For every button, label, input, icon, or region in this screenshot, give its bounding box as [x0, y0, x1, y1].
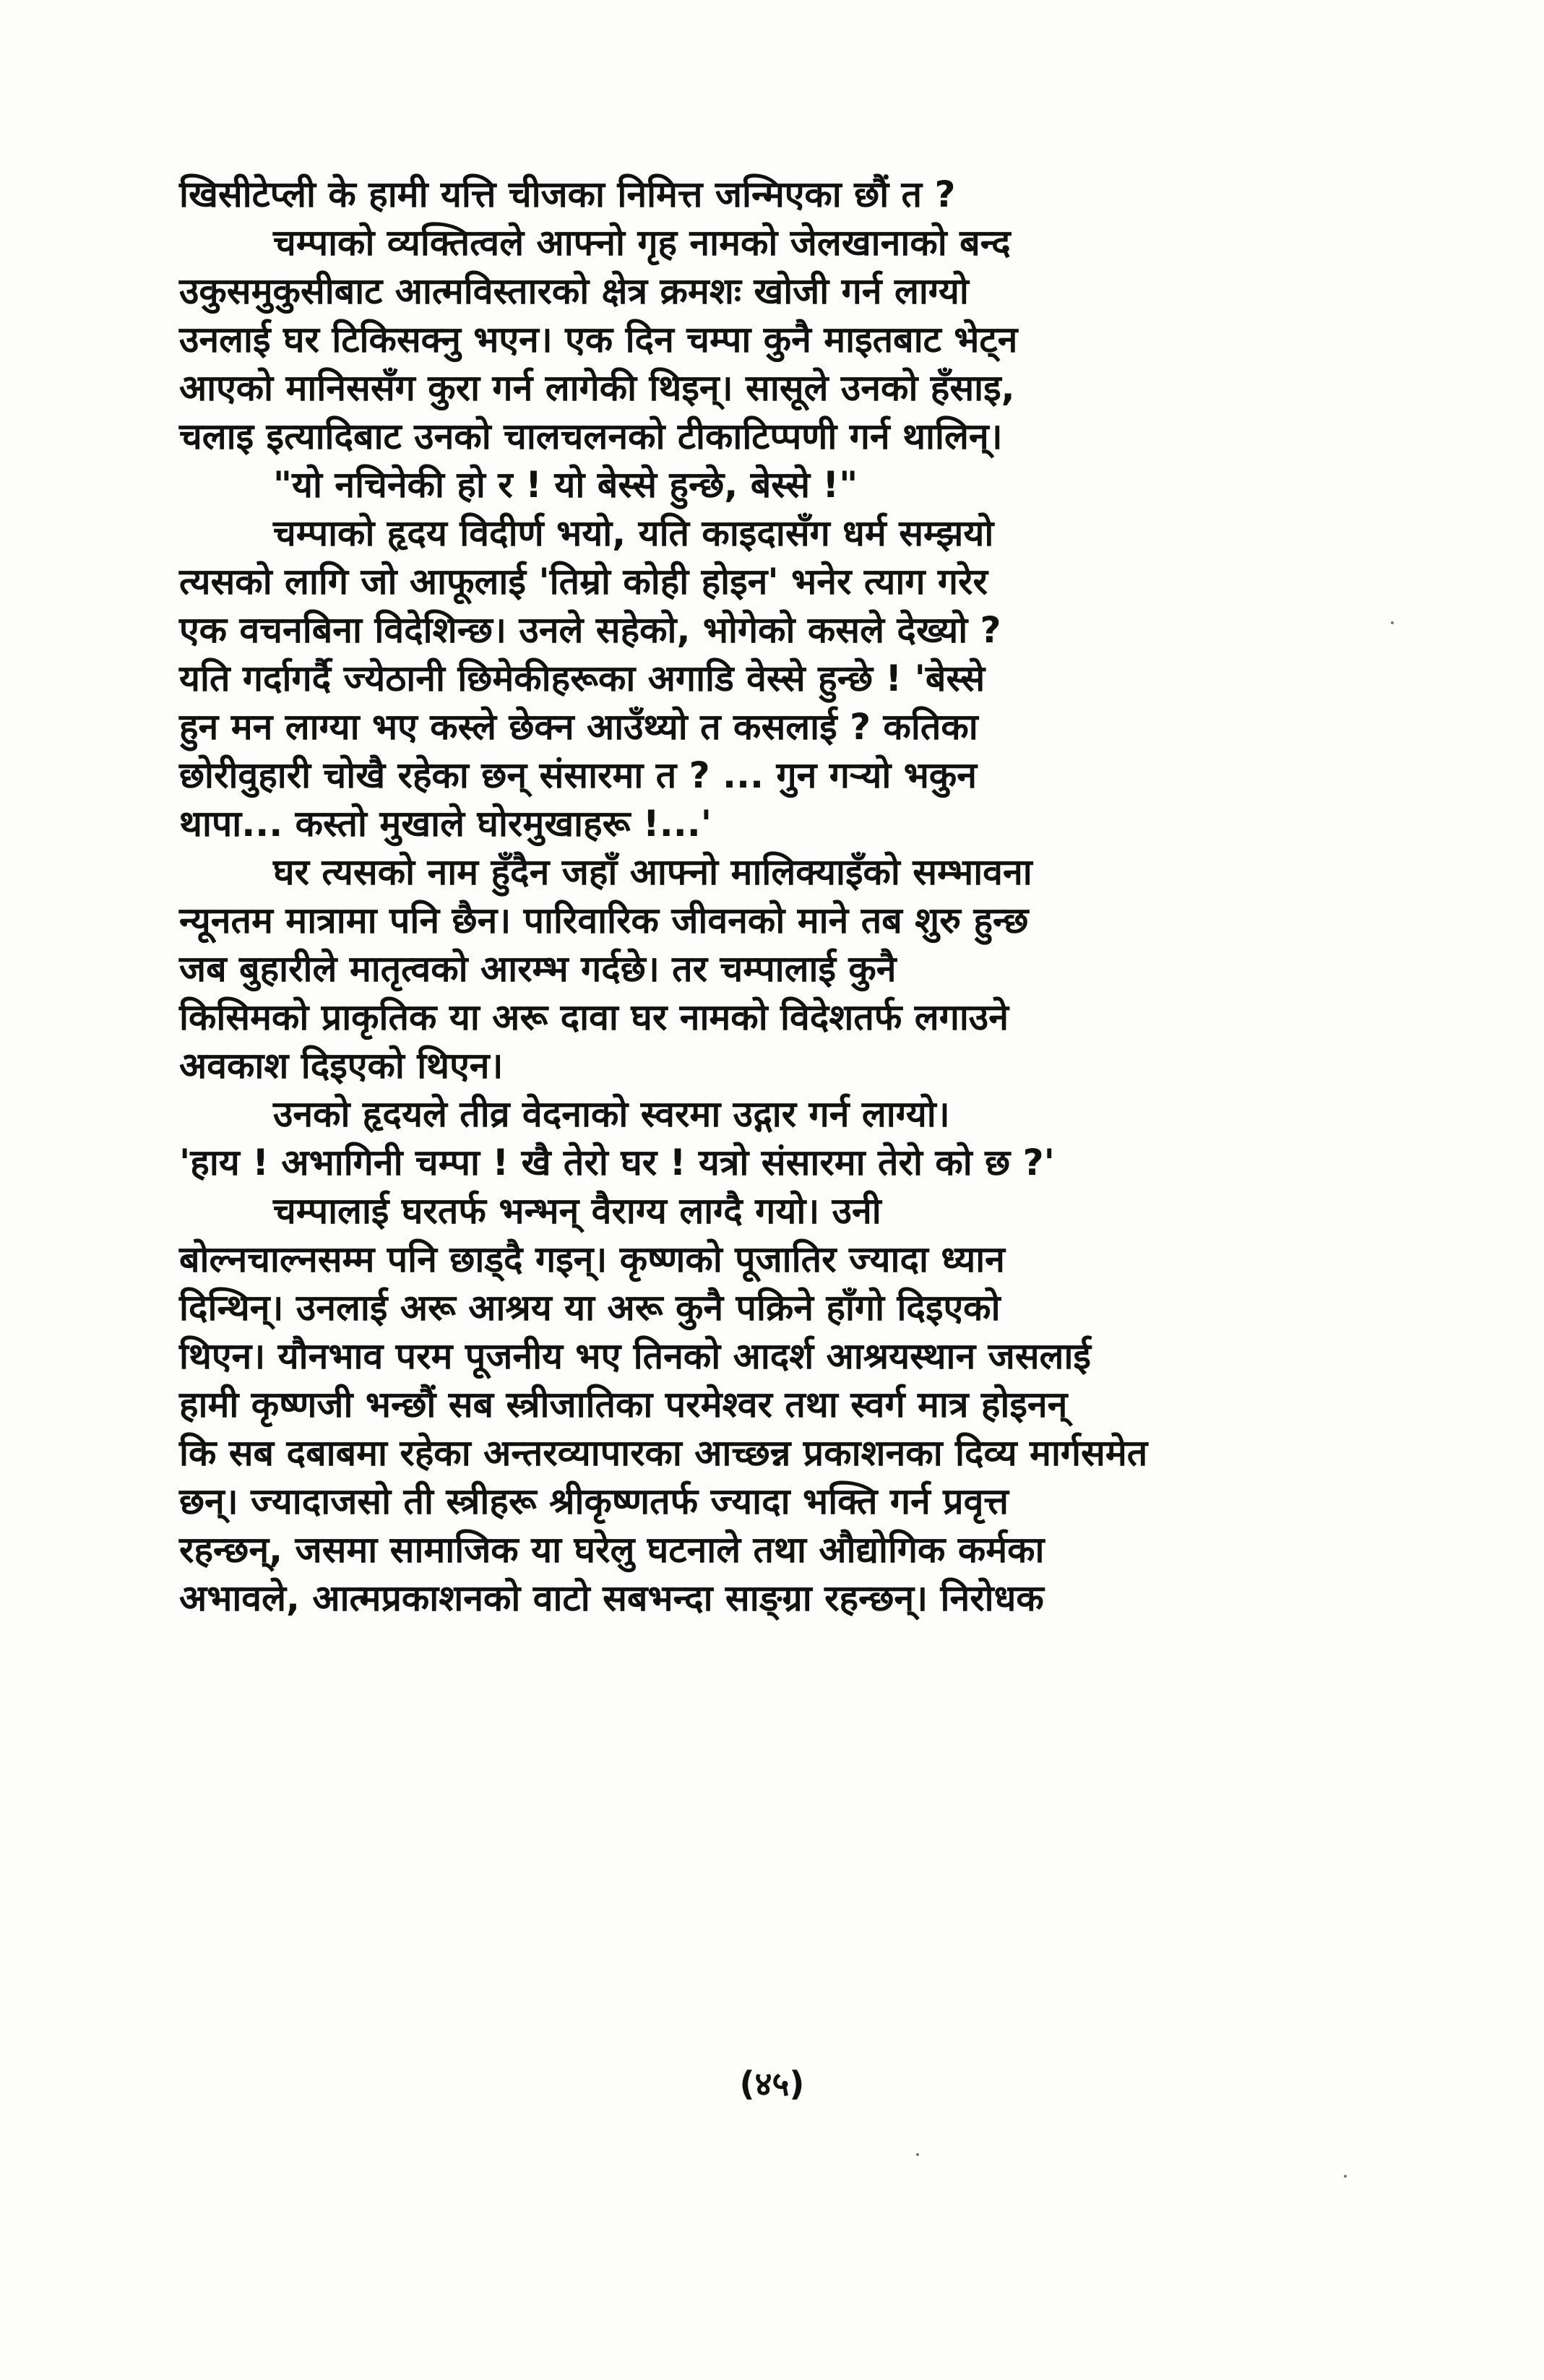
text-line: हुन मन लाग्या भए कस्ले छेक्न आउँथ्यो त कसलाई ? कतिका [179, 706, 978, 748]
page-number: (४५) [739, 2064, 805, 2103]
text-line: चलाइ इत्यादिबाट उनको चालचलनको टीकाटिप्पणी गर्न थालिन्। [179, 415, 1003, 457]
scan-speck [1391, 621, 1394, 624]
text-line: उनको हृदयले तीव्र वेदनाको स्वरमा उद्गार गर्न लाग्यो। [273, 1093, 950, 1135]
text-line: अभावले, आत्मप्रकाशनको वाटो सबभन्दा साङ्ग्रा रहन्छन्। निरोधक [179, 1577, 1044, 1619]
text-line: यति गर्दागर्दै ज्येठानी छिमेकीहरूका अगाडि वेस्से हुन्छे ! 'बेस्से [179, 657, 986, 699]
text-line: चम्पालाई घरतर्फ भन्भन् वैराग्य लाग्दै गयो। उनी [273, 1190, 881, 1232]
scan-speck [916, 2153, 919, 2156]
text-line: 'हाय ! अभागिनी चम्पा ! खै तेरो घर ! यत्रो संसारमा तेरो को छ ?' [179, 1142, 1055, 1183]
text-line: घर त्यसको नाम हुँदैन जहाँ आफ्नो मालिक्याइँको सम्भावना [273, 851, 1032, 893]
text-line: कि सब दबाबमा रहेका अन्तरव्यापारका आच्छन्न प्रकाशनका दिव्य मार्गसमेत [179, 1432, 1148, 1474]
text-line: आएको मानिससँग कुरा गर्न लागेकी थिइन्। सासूले उनको हँसाइ, [179, 367, 1015, 409]
text-line: त्यसको लागि जो आफूलाई 'तिम्रो कोही होइन' भनेर त्याग गरेर [179, 561, 988, 603]
text-line: हामी कृष्णजी भन्छौं सब स्त्रीजातिका परमेश्वर तथा स्वर्ग मात्र होइनन् [179, 1384, 1068, 1426]
text-line: अवकाश दिइएको थिएन। [179, 1045, 504, 1087]
text-line: उनलाई घर टिकिसक्नु भएन। एक दिन चम्पा कुनै माइतबाट भेट्न [179, 319, 1018, 361]
text-line: थिएन। यौनभाव परम पूजनीय भए तिनको आदर्श आश्रयस्थान जसलाई [179, 1335, 1091, 1377]
text-line: खिसीटेप्ली के हामी यत्ति चीजका निमित्त जन्मिएका छौं त ? [179, 173, 956, 215]
text-line: बोल्नचाल्नसम्म पनि छाड्दै गइन्। कृष्णको पूजातिर ज्यादा ध्यान [179, 1238, 1005, 1280]
text-line: छोरीवुहारी चोखै रहेका छन् संसारमा त ? ... गुन गऱ्यो भकुन [179, 754, 978, 796]
text-line: थापा... कस्तो मुखाले घोरमुखाहरू !...' [179, 803, 712, 845]
scan-speck [1344, 2175, 1347, 2178]
text-line: "यो नचिनेकी हो र ! यो बेस्से हुन्छे, बेस्से !" [273, 464, 858, 506]
text-line: छन्। ज्यादाजसो ती स्त्रीहरू श्रीकृष्णतर्फ ज्यादा भक्ति गर्न प्रवृत्त [179, 1480, 1009, 1522]
text-line: दिन्थिन्। उनलाई अरू आश्रय या अरू कुनै पक्रिने हाँगो दिइएको [179, 1287, 1001, 1329]
text-line: एक वचनबिना विदेशिन्छ। उनले सहेको, भोगेको कसले देख्यो ? [179, 609, 1001, 651]
text-line: किसिमको प्राकृतिक या अरू दावा घर नामको विदेशतर्फ लगाउने [179, 996, 1009, 1038]
text-line: उकुसमुकुसीबाट आत्मविस्तारको क्षेत्र क्रमशः खोजी गर्न लाग्यो [179, 270, 969, 312]
text-line: रहन्छन्, जसमा सामाजिक या घरेलु घटनाले तथा औद्योगिक कर्मका [179, 1529, 1045, 1571]
text-line: न्यूनतम मात्रामा पनि छैन। पारिवारिक जीवनको माने तब शुरु हुन्छ [179, 900, 1029, 941]
text-line: चम्पाको व्यक्तित्वले आफ्नो गृह नामको जेलखानाको बन्द [273, 222, 1011, 264]
body-text [179, 171, 1400, 1623]
text-line: चम्पाको हृदय विदीर्ण भयो, यति काइदासँग धर्म सम्झयो [273, 512, 994, 554]
text-line: जब बुहारीले मातृत्वको आरम्भ गर्दछे। तर चम्पालाई कुनै [179, 948, 897, 990]
